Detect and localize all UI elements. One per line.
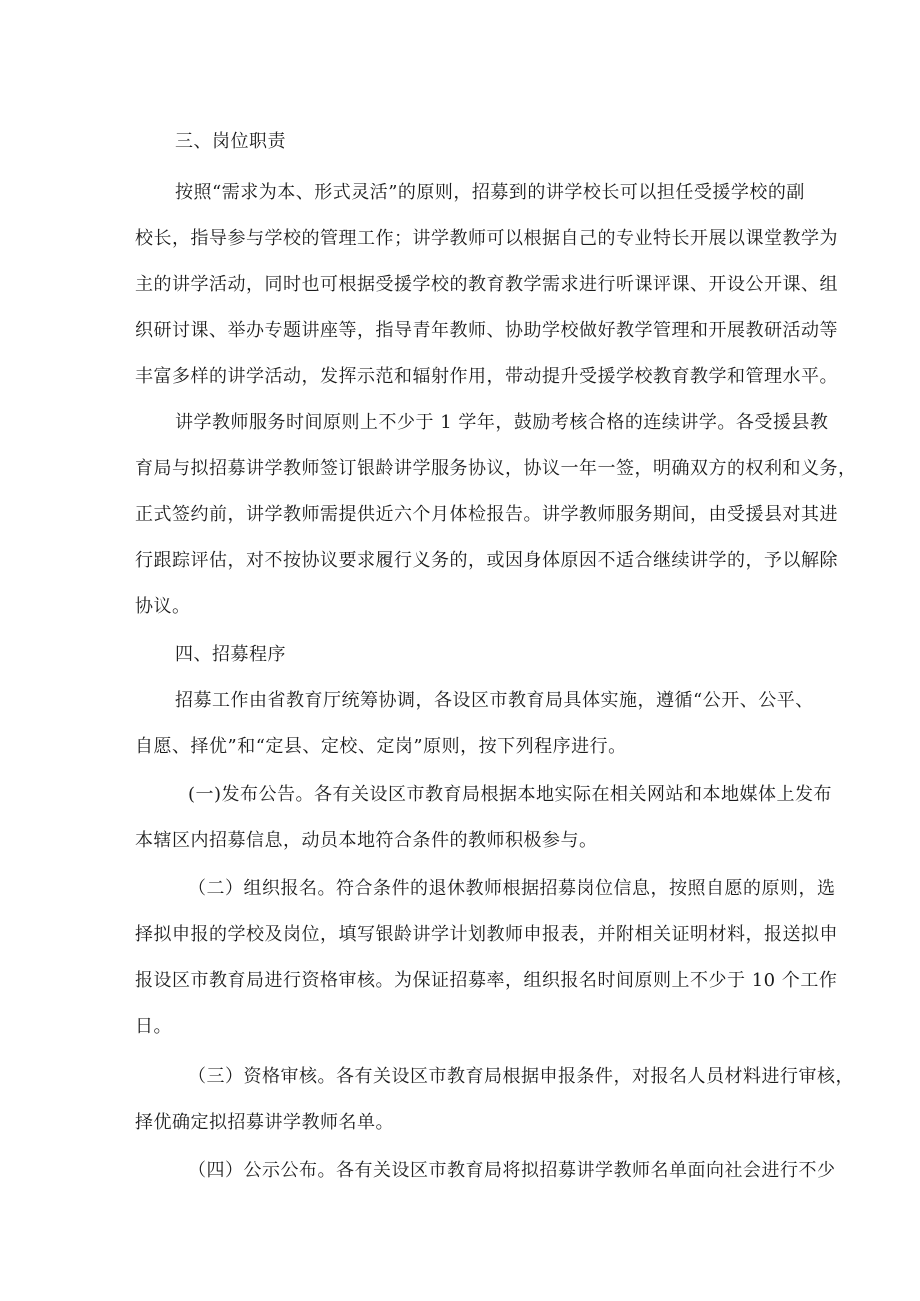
paragraph-line: 按照“需求为本、形式灵活”的原则，招募到的讲学校长可以担任受援学校的副 (175, 182, 805, 203)
section-heading-job-duties: 三、岗位职责 (175, 131, 286, 152)
paragraph-line: 正式签约前，讲学教师需提供近六个月体检报告。讲学教师服务期间，由受援县对其进 (135, 504, 838, 525)
paragraph-line: 主的讲学活动，同时也可根据受援学校的教育教学需求进行听课评课、开设公开课、组 (135, 274, 838, 295)
paragraph-line: （二）组织报名。符合条件的退休教师根据招募岗位信息，按照自愿的原则，选 (188, 878, 836, 899)
paragraph-line: 协议。 (135, 596, 191, 617)
paragraph-line: 报设区市教育局进行资格审核。为保证招募率，组织报名时间原则上不少于 10 个工作 (135, 970, 838, 991)
paragraph-line: 择优确定拟招募讲学教师名单。 (135, 1112, 394, 1133)
paragraph-line: (一)发布公告。各有关设区市教育局根据本地实际在相关网站和本地媒体上发布 (188, 784, 833, 805)
paragraph-line: 行跟踪评估，对不按协议要求履行义务的，或因身体原因不适合继续讲学的，予以解除 (135, 550, 838, 571)
section-heading-recruitment-procedure: 四、招募程序 (175, 644, 286, 665)
paragraph-line: 讲学教师服务时间原则上不少于 1 学年，鼓励考核合格的连续讲学。各受援县教 (175, 412, 829, 433)
paragraph-line: 自愿、择优”和“定县、定校、定岗”原则，按下列程序进行。 (135, 736, 627, 757)
paragraph-line: 育局与拟招募讲学教师签订银龄讲学服务协议，协议一年一签，明确双方的权利和义务， (135, 458, 857, 479)
paragraph-line: 日。 (135, 1016, 172, 1037)
paragraph-line: 招募工作由省教育厅统筹协调，各设区市教育局具体实施，遵循“公开、公平、 (175, 690, 814, 711)
paragraph-line: （三）资格审核。各有关设区市教育局根据申报条件，对报名人员材料进行审核， (188, 1066, 854, 1087)
paragraph-line: 织研讨课、举办专题讲座等，指导青年教师、协助学校做好教学管理和开展教研活动等 (135, 320, 838, 341)
paragraph-line: 择拟申报的学校及岗位，填写银龄讲学计划教师申报表，并附相关证明材料，报送拟申 (135, 924, 838, 945)
paragraph-line: 丰富多样的讲学活动，发挥示范和辐射作用，带动提升受援学校教育教学和管理水平。 (135, 366, 838, 387)
paragraph-line: （四）公示公布。各有关设区市教育局将拟招募讲学教师名单面向社会进行不少 (188, 1160, 836, 1181)
paragraph-line: 本辖区内招募信息，动员本地符合条件的教师积极参与。 (135, 830, 598, 851)
paragraph-line: 校长，指导参与学校的管理工作；讲学教师可以根据自己的专业特长开展以课堂教学为 (135, 228, 838, 249)
